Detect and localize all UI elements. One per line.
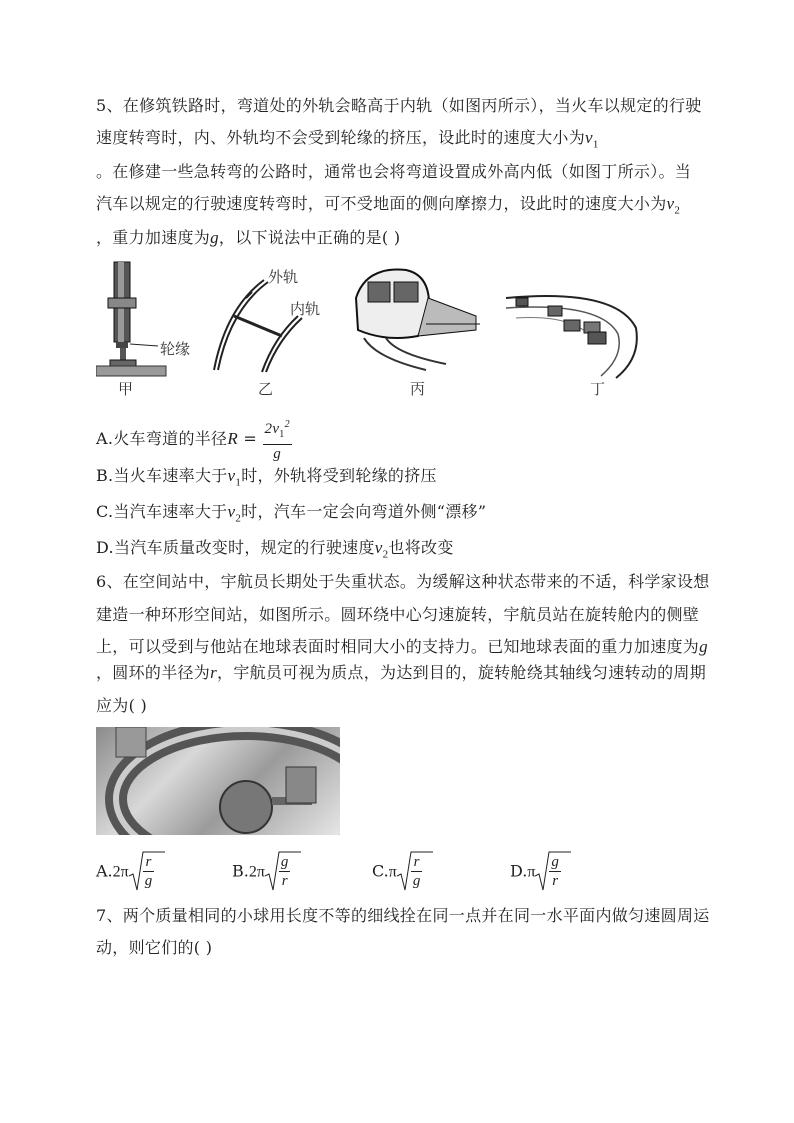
figure-jia-wheel [96, 262, 166, 376]
q6-line4a: ，圆环的半径为 [96, 663, 211, 682]
label-ding: 丁 [590, 380, 606, 398]
q6-text-line5: 应为( ) [96, 696, 148, 715]
q6-text-line2: 建造一种环形空间站，如图所示。圆环绕中心匀速旋转，宇航员站在旋转舱内的侧壁 [96, 605, 700, 624]
label-lunyuan: 轮缘 [160, 340, 191, 358]
q6-option-b: B.2π $\frac{g}{r}$ [232, 850, 301, 894]
q5-line5a: ，重力加速度为 [96, 228, 211, 247]
q5-option-d-text2: 也将改变 [388, 538, 454, 557]
q6-option-d: D.π $\frac{g}{r}$ [510, 850, 571, 894]
q6-text-line4 [96, 661, 706, 685]
q5-option-a [96, 416, 292, 463]
q5-option-d-v2: $v_2$ [374, 538, 389, 561]
figure-yi-rails [214, 280, 302, 372]
q5-option-d-text: D.当汽车质量改变时，规定的行驶速度 [96, 538, 375, 557]
q6-g: g [699, 637, 708, 656]
figure-bing-train [356, 270, 480, 370]
q5-line4-text: 汽车以规定的行驶速度转弯时，可不受地面的侧向摩擦力，设此时的速度大小为 [96, 194, 667, 213]
q5-line5b: ，以下说法中正确的是( ) [218, 228, 401, 247]
q5-option-d [96, 536, 454, 566]
q5-text-line5 [96, 226, 400, 250]
q6-line3-text: 上，可以受到与他站在地球表面时相同大小的支持力。已知地球表面的重力加速度为 [96, 637, 700, 656]
label-waigui: 外轨 [268, 268, 299, 286]
q5-figures [96, 258, 656, 388]
q6-text-line1: 6、在空间站中，宇航员长期处于失重状态。为缓解这种状态带来的不适，科学家设想 [96, 572, 710, 591]
q5-text-line1: 5、在修筑铁路时，弯道处的外轨会略高于内轨（如图丙所示），当火车以规定的行驶 [96, 96, 702, 115]
q7-text-line1: 7、两个质量相同的小球用长度不等的细线拴在同一点并在同一水平面内做匀速圆周运 [96, 906, 710, 925]
q7-text-line2: 动，则它们的( ) [96, 938, 213, 957]
label-yi: 乙 [258, 380, 274, 398]
q6-option-c: C.π $\frac{r}{g}$ [372, 850, 433, 894]
q6-text-line3 [96, 635, 708, 659]
q5-g: g [210, 228, 219, 247]
space-station-drawing [96, 727, 340, 835]
figure-ding-road [506, 296, 637, 378]
q5-option-b-v1: $v_1$ [227, 466, 242, 489]
q5-text-line3: 。在修建一些急转弯的公路时，通常也会将弯道设置成外高内低（如图丁所示）。当 [96, 162, 692, 181]
q5-option-c-v2: $v_2$ [227, 502, 242, 525]
q5-text-line2 [96, 126, 599, 156]
q5-line2-text: 速度转弯时，内、外轨均不会受到轮缘的挤压，设此时的速度大小为 [96, 128, 586, 147]
q5-option-c-text: C.当汽车速率大于 [96, 502, 228, 521]
q5-option-c-text2: 时，汽车一定会向弯道外侧“漂移” [241, 502, 487, 521]
q5-v1: $v_1$ [585, 128, 599, 151]
label-bing: 丙 [410, 380, 426, 398]
q5-text-line4 [96, 192, 680, 222]
q5-option-a-R: R [227, 429, 239, 448]
label-jia: 甲 [118, 380, 134, 398]
q6-option-a: A.2π $\frac{r}{g}$ [96, 850, 165, 894]
space-station-image [96, 727, 340, 835]
q5-option-a-text: A.火车弯道的半径 [96, 429, 228, 448]
q5-option-b-text: B.当火车速率大于 [96, 466, 228, 485]
q5-option-c [96, 500, 486, 530]
label-neigui: 内轨 [290, 300, 321, 318]
q5-option-b-text2: 时，外轨将受到轮缘的挤压 [241, 466, 437, 485]
q6-r: r [210, 663, 218, 682]
q5-option-a-eq: = [238, 429, 263, 448]
q5-v2: $v_2$ [666, 194, 681, 217]
q5-option-b [96, 464, 437, 494]
q5-option-a-fraction: $\frac{2v_1^2}{g}$ [263, 416, 292, 463]
q6-line4b: ，宇航员可视为质点，为达到目的，旋转舱绕其轴线匀速转动的周期 [217, 663, 707, 682]
